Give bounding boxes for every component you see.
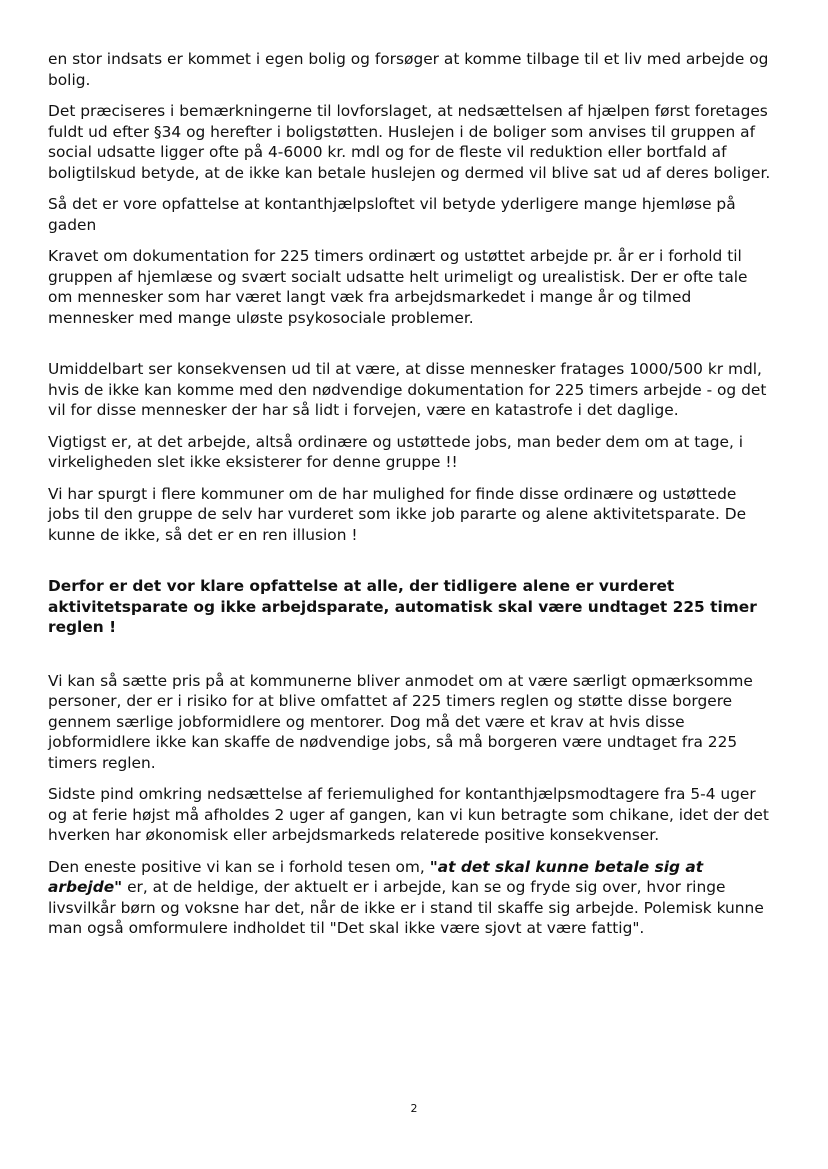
paragraph-bill-remarks: Det præciseres i bemærkningerne til lovforslaget, at nedsættelsen af hjælpen først foretages fuldt ud efter §34 og herefter i boligstøtten. Huslejen i de boliger som anvises til gruppen af social udsatte ligger ofte på 4-6000 kr. mdl og for de fleste vil reduktion eller bortfald af boligtilskud betyde, at de ikke kan betale huslejen og dermed vil blive sat ud af deres boliger. — [48, 102, 771, 182]
paragraph-holiday-reduction: Sidste pind omkring nedsættelse af feriemulighed for kontanthjælpsmodtagere fra 5-4 uger og at ferie højst må afholdes 2 uger af gangen, kan vi kun betragte som chikane, idet der det hverken har økonomisk eller arbejdsmarkeds relaterede positive konsekvenser. — [48, 785, 769, 844]
paragraph-bold-conclusion: Derfor er det vor klare opfattelse at alle, der tidligere alene er vurderet aktivitetsparate og ikke arbejdsparate, automatisk skal være undtaget 225 timer reglen ! — [48, 577, 757, 636]
final-polemic-rest: er, at de heldige, der aktuelt er i arbejde, kan se og fryde sig over, hvor ringe livsvilkår børn og voksne har det, når de ikke er i stand til skaffe sig arbejde. Polemisk kunne man også omformulere indholdet til "Det skal ikke være sjovt at være fattig". — [48, 878, 764, 937]
paragraph-225-hours-demand: Kravet om dokumentation for 225 timers ordinært og ustøttet arbejde pr. år er i forhold til gruppen af hjemlæse og svært socialt udsatte helt urimeligt og urealistisk. Der er ofte tale om mennesker som har været langt væk fra arbejdsmarkedet i mange år og tilmed mennesker med mange uløste psykosociale problemer. — [48, 247, 748, 327]
paragraph-job-mediators: Vi kan så sætte pris på at kommunerne bliver anmodet om at være særligt opmærksomme personer, der er i risiko for at blive omfattet af 225 timers reglen og støtte disse borgere gennem særlige jobformidlere og mentorer. Dog må det være et krav at hvis disse jobformidlere ikke kan skaffe de nødvendige jobs, så må borgeren være undtaget fra 225 timers reglen. — [48, 671, 753, 772]
paragraph-final-polemic — [48, 857, 772, 939]
paragraph-consequence: Umiddelbart ser konsekvensen ud til at være, at disse mennesker fratages 1000/500 kr mdl, hvis de ikke kan komme med den nødvendige dokumentation for 225 timers arbejde - og det vil for disse mennesker der har så lidt i forvejen, være en katastrofe i det daglige. — [48, 360, 767, 419]
final-polemic-intro: Den eneste positive vi kan se i forhold tesen om, — [48, 857, 430, 876]
paragraph-municipalities-asked: Vi har spurgt i flere kommuner om de har mulighed for finde disse ordinære og ustøttede jobs til den gruppe de selv har vurderet som ikke job pararte og alene aktivitetsparate. De kunne de ikke, så det er en ren illusion ! — [48, 484, 747, 544]
paragraph-cap-opinion: Så det er vore opfattelse at kontanthjælpsloftet vil betyde yderligere mange hjemløse på gaden — [48, 195, 736, 234]
paragraph-housing-effort: en stor indsats er kommet i egen bolig og forsøger at komme tilbage til et liv med arbejde og bolig. — [48, 50, 769, 89]
paragraph-most-important: Vigtigst er, at det arbejde, altså ordinære og ustøttede jobs, man beder dem om at tage, i virkeligheden slet ikke eksisterer for denne gruppe !! — [48, 432, 744, 471]
final-polemic-emphasis: "at det skal kunne betale sig at arbejde" — [48, 857, 704, 896]
document-page — [48, 49, 772, 939]
page-number: 2 — [410, 1102, 418, 1115]
